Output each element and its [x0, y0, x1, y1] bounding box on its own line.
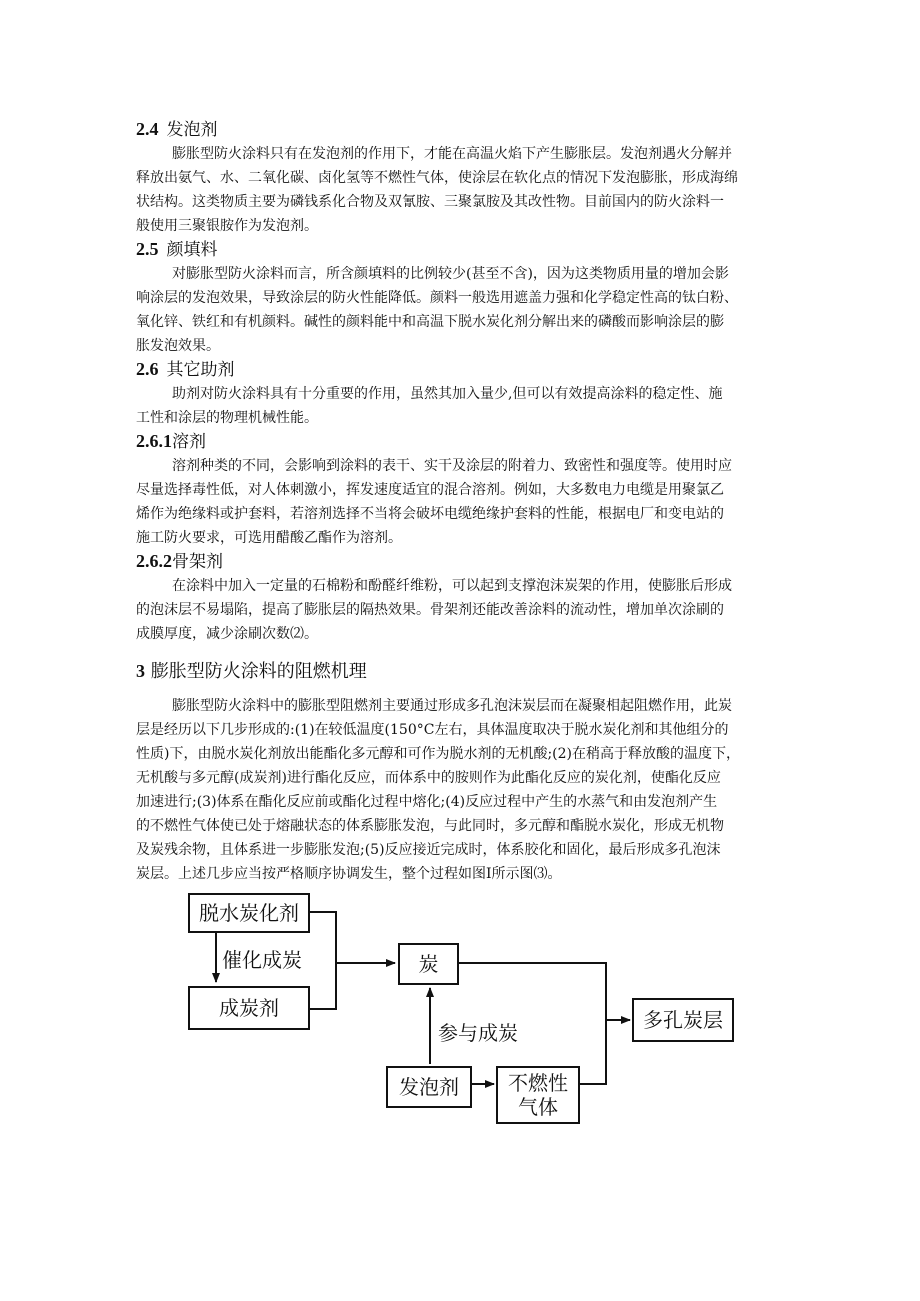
- dehydrating-agent-box: [188, 893, 310, 933]
- dehydrating-to-char-arrow: [310, 912, 395, 963]
- text-line: 施工防火要求，可选用醋酸乙酯作为溶剂。: [136, 530, 402, 546]
- text-line: 响涂层的发泡效果，导致涂层的防火性能降低。颜料一般选用遮盖力强和化学稳定性高的钛白粉、: [136, 290, 738, 306]
- text-line: 溶剂种类的不同，会影响到涂料的表干、实干及涂层的附着力、致密性和强度等。使用时应: [172, 458, 732, 474]
- text-line: 般使用三聚银胺作为发泡剂。: [136, 218, 318, 234]
- box-label: 多孔炭层: [643, 1008, 723, 1032]
- gas-to-porous-line: [580, 1020, 606, 1084]
- heading-number: 3: [136, 661, 145, 681]
- box-label-line1: 不燃性: [508, 1071, 568, 1095]
- text-line: 无机酸与多元醇(成炭剂)进行酯化反应，而体系中的胺则作为此酯化反应的炭化剂，使酯化反应: [136, 770, 721, 786]
- text-line: 成膜厚度，减少涂刷次数⑵。: [136, 626, 318, 642]
- text-line: 炭层。上述几步应当按严格顺序协调发生，整个过程如图I所示图⑶。: [136, 866, 562, 882]
- text-line: 及炭残余物，且体系进一步膨胀发泡;(5)反应接近完成时，体系胶化和固化，最后形成多孔泡沫: [136, 842, 721, 858]
- heading-number: 2.6: [136, 359, 159, 379]
- nonflammable-gas-box: [496, 1066, 580, 1124]
- heading-number: 2.5: [136, 239, 159, 259]
- heading-number: 2.4: [136, 119, 159, 139]
- heading-title: 骨架剂: [172, 552, 223, 572]
- char-to-porous-arrow: [459, 963, 630, 1020]
- participate-label: 参与成炭: [438, 1021, 518, 1045]
- text-line: 的不燃性气体使已处于熔融状态的体系膨胀发泡，与此同时，多元醇和酯脱水炭化，形成无机物: [136, 818, 724, 834]
- heading-title: 溶剂: [172, 432, 206, 452]
- text-line: 的泡沫层不易塌陷，提高了膨胀层的隔热效果。骨架剂还能改善涂料的流动性，增加单次涂刷的: [136, 602, 724, 618]
- box-label-line2: 气体: [518, 1095, 558, 1119]
- heading-number: 2.6.1: [136, 431, 172, 451]
- char-former-box: [188, 986, 310, 1030]
- text-line: 氧化锌、铁红和有机颜料。碱性的颜料能中和高温下脱水炭化剂分解出来的磷酸而影响涂层的膨: [136, 314, 724, 330]
- heading-number: 2.6.2: [136, 551, 172, 571]
- porous-char-layer-box: [632, 998, 734, 1042]
- text-line: 助剂对防火涂料具有十分重要的作用，虽然其加入量少,但可以有效提高涂料的稳定性、施: [172, 386, 723, 402]
- text-line: 膨胀型防火涂料只有在发泡剂的作用下，才能在高温火焰下产生膨胀层。发泡剂遇火分解并: [172, 146, 732, 162]
- text-line: 尽量选择毒性低，对人体刺激小，挥发速度适宜的混合溶剂。例如，大多数电力电缆是用聚氯乙: [136, 482, 724, 498]
- box-label: 发泡剂: [399, 1075, 459, 1099]
- heading-title: 颜填料: [166, 240, 218, 260]
- text-line: 烯作为绝缘料或护套料，若溶剂选择不当将会破坏电缆绝缘护套料的性能，根据电厂和变电站的: [136, 506, 724, 522]
- text-line: 释放出氨气、水、二氧化碳、卤化氢等不燃性气体，使涂层在软化点的情况下发泡膨胀，形成海绵: [136, 170, 738, 186]
- text-line: 性质)下，由脱水炭化剂放出能酯化多元醇和可作为脱水剂的无机酸;(2)在稍高于释放酸的温度下，: [136, 746, 741, 762]
- foaming-agent-box: [386, 1066, 472, 1108]
- char-box: [398, 943, 459, 985]
- box-label: 成炭剂: [219, 996, 279, 1020]
- text-line: 在涂料中加入一定量的石棉粉和酚醛纤维粉，可以起到支撑泡沫炭架的作用，使膨胀后形成: [172, 578, 732, 594]
- box-label: 炭: [418, 952, 439, 976]
- text-line: 层是经历以下几步形成的:(1)在较低温度(150°C左右，具体温度取决于脱水炭化剂和其他组分的: [136, 722, 729, 738]
- text-line: 加速进行;(3)体系在酯化反应前或酯化过程中熔化;(4)反应过程中产生的水蒸气和由发泡剂产生: [136, 794, 718, 810]
- text-line: 工性和涂层的物理机械性能。: [136, 410, 318, 426]
- heading-title: 其它助剂: [166, 360, 235, 380]
- text-line: 胀发泡效果。: [136, 338, 220, 354]
- heading-title: 膨胀型防火涂料的阻燃机理: [150, 661, 367, 682]
- char-former-to-char-line: [310, 963, 336, 1009]
- text-line: 状结构。这类物质主要为磷钱系化合物及双氰胺、三聚氯胺及其改性物。目前国内的防火涂料一: [136, 194, 724, 210]
- box-label: 脱水炭化剂: [199, 901, 299, 925]
- heading-title: 发泡剂: [166, 120, 218, 140]
- text-line: 对膨胀型防火涂料而言，所含颜填料的比例较少(甚至不含)，因为这类物质用量的增加会影: [172, 266, 729, 282]
- text-line: 膨胀型防火涂料中的膨胀型阻燃剂主要通过形成多孔泡沫炭层而在凝聚相起阻燃作用，此炭: [172, 698, 732, 714]
- catalytic-label: 催化成炭: [222, 948, 302, 972]
